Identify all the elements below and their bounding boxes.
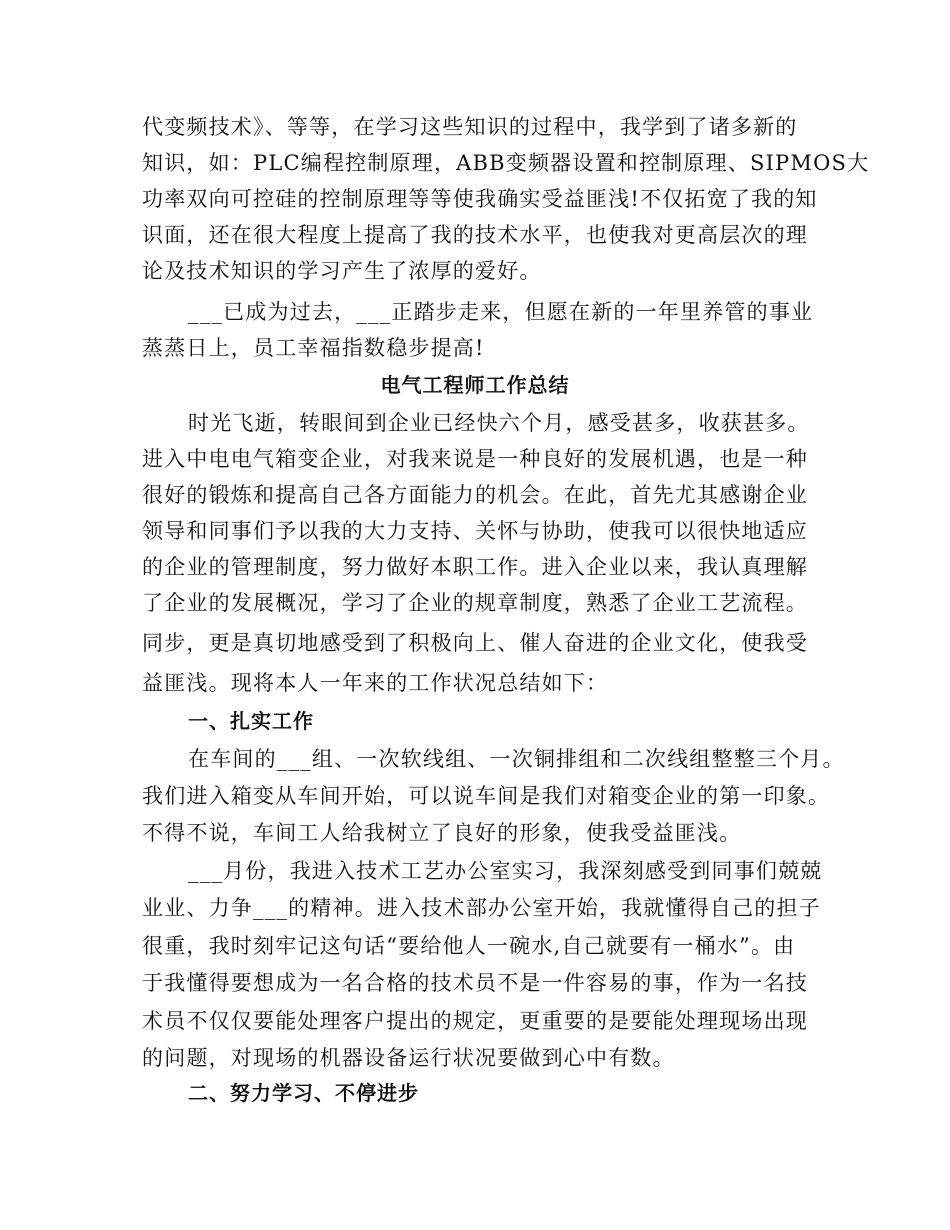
- paragraph-line: 时光飞逝，转眼间到企业已经快六个月，感受甚多，收获甚多。: [188, 411, 810, 435]
- paragraph-line: 论及技术知识的学习产生了浓厚的爱好。: [142, 259, 542, 283]
- section-heading: 二、努力学习、不停进步: [188, 1081, 419, 1105]
- paragraph-line: 很好的锻炼和提高自己各方面能力的机会。在此，首先尤其感谢企业: [142, 483, 808, 507]
- paragraph-line: 我们进入箱变从车间开始，可以说车间是我们对箱变企业的第一印象。: [142, 784, 831, 808]
- paragraph-line: 在车间的___组、一次软线组、一次铜排组和二次线组整整三个月。: [188, 747, 845, 771]
- paragraph-line: ___月份，我进入技术工艺办公室实习，我深刻感受到同事们兢兢: [188, 859, 823, 883]
- paragraph-line: 于我懂得要想成为一名合格的技术员不是一件容易的事，作为一名技: [142, 971, 808, 995]
- section-heading: 一、扎实工作: [188, 709, 314, 733]
- document-title: 电气工程师工作总结: [380, 373, 570, 397]
- paragraph-line: 识面，还在很大程度上提高了我的技术水平，也使我对更高层次的理: [142, 223, 808, 247]
- paragraph-line: 蒸蒸日上，员工幸福指数稳步提高!: [142, 336, 485, 360]
- paragraph-line: 功率双向可控硅的控制原理等等使我确实受益匪浅!不仅拓宽了我的知: [142, 187, 818, 211]
- paragraph-line: 不得不说，车间工人给我树立了良好的形象，使我受益匪浅。: [142, 821, 742, 845]
- paragraph-line: 很重，我时刻牢记这句话“要给他人一碗水,自己就要有一桶水”。由: [142, 934, 796, 958]
- paragraph-line: 代变频技术》、等等，在学习这些知识的过程中，我学到了诸多新的: [142, 115, 798, 139]
- paragraph-line: 领导和同事们予以我的大力支持、关怀与协助，使我可以很快地适应: [142, 519, 808, 543]
- paragraph-line: 进入中电电气箱变企业，对我来说是一种良好的发展机遇，也是一种: [142, 447, 808, 471]
- paragraph-line: 的企业的管理制度，努力做好本职工作。进入企业以来，我认真理解: [142, 555, 808, 579]
- paragraph-line: ___已成为过去，___正踏步走来，但愿在新的一年里养管的事业: [188, 300, 814, 324]
- paragraph-line: 了企业的发展概况，学习了企业的规章制度，熟悉了企业工艺流程。: [142, 591, 808, 615]
- paragraph-line: 的问题，对现场的机器设备运行状况要做到心中有数。: [142, 1046, 675, 1070]
- paragraph-line: 术员不仅仅要能处理客户提出的规定，更重要的是要能处理现场出现: [142, 1009, 808, 1033]
- paragraph-line: 益匪浅。现将本人一年来的工作状况总结如下：: [142, 671, 609, 695]
- paragraph-line: 知识，如：PLC编程控制原理，ABB变频器设置和控制原理、SIPMOS大: [142, 151, 870, 175]
- paragraph-line: 业业、力争___的精神。进入技术部办公室开始，我就懂得自己的担子: [142, 896, 821, 920]
- paragraph-line: 同步，更是真切地感受到了积极向上、催人奋进的企业文化，使我受: [142, 631, 808, 655]
